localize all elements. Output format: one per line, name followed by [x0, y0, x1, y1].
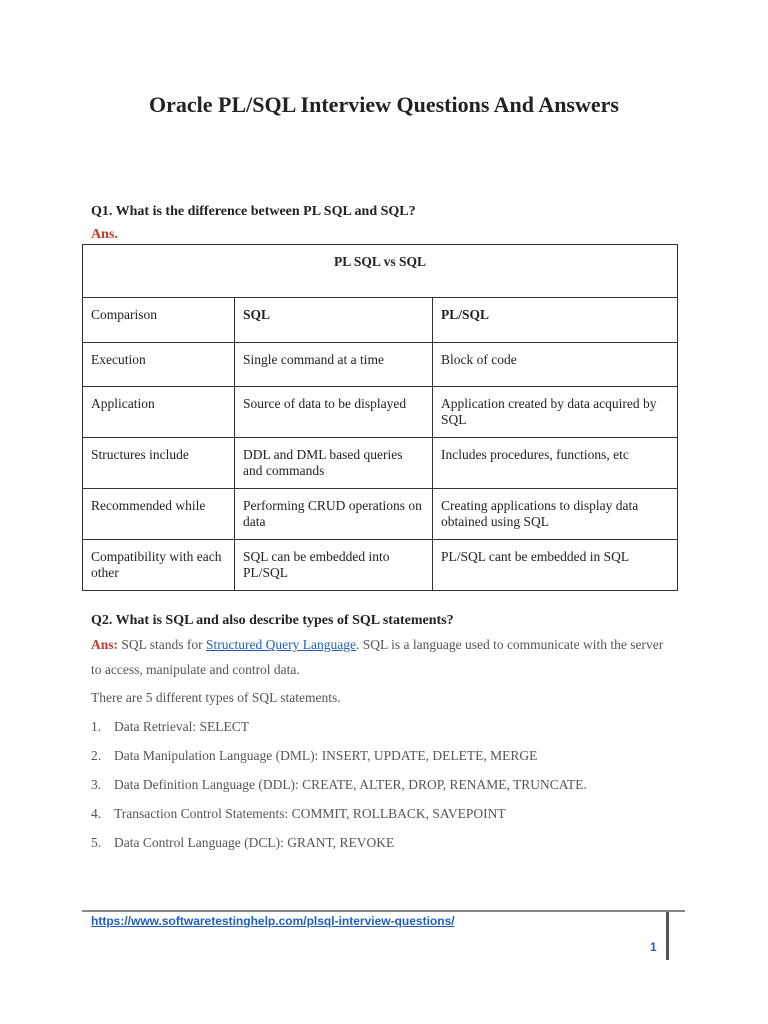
- q2-answer-line-2: to access, manipulate and control data.: [91, 662, 300, 677]
- footer-divider: [82, 910, 685, 912]
- table-row: [83, 540, 678, 591]
- table-cell: Execution: [83, 343, 235, 387]
- table-header-row: [83, 298, 678, 343]
- table-cell: PL/SQL cant be embedded in SQL: [433, 540, 678, 591]
- q2-answer-text: . SQL is a language used to communicate with the server: [355, 637, 664, 652]
- q2-answer-line-1: [91, 634, 663, 656]
- q2-question: Q2. What is SQL and also describe types of SQL statements?: [91, 613, 454, 628]
- list-item: 4. Transaction Control Statements: COMMIT, ROLLBACK, SAVEPOINT: [91, 806, 506, 821]
- list-item: 5. Data Control Language (DCL): GRANT, REVOKE: [91, 835, 395, 850]
- structured-query-language-link[interactable]: Structured Query Language: [206, 637, 356, 652]
- table-cell: Includes procedures, functions, etc: [433, 438, 678, 489]
- sql-statement-types-list: [91, 716, 587, 861]
- list-item: 3. Data Definition Language (DDL): CREATE, ALTER, DROP, RENAME, TRUNCATE.: [91, 777, 587, 792]
- q1-ans-label: Ans.: [91, 227, 118, 242]
- table-cell: SQL can be embedded into PL/SQL: [235, 540, 433, 591]
- page-number: 1: [650, 940, 657, 954]
- table-cell: Structures include: [83, 438, 235, 489]
- table-row: [83, 387, 678, 438]
- table-cell: Block of code: [433, 343, 678, 387]
- table-row: [83, 438, 678, 489]
- q2-ans-label: Ans:: [91, 637, 119, 652]
- table-cell: Source of data to be displayed: [235, 387, 433, 438]
- footer-url-link[interactable]: https://www.softwaretestinghelp.com/plsql-interview-questions/: [91, 914, 455, 928]
- table-cell: Compatibility with each other: [83, 540, 235, 591]
- table-cell: Recommended while: [83, 489, 235, 540]
- table-caption: PL SQL vs SQL: [83, 245, 678, 298]
- table-cell: Application created by data acquired by SQL: [433, 387, 678, 438]
- footer-vertical-bar: [666, 912, 669, 960]
- table-cell: Application: [83, 387, 235, 438]
- table-caption-row: [83, 245, 678, 298]
- table-row: [83, 343, 678, 387]
- table-cell: DDL and DML based queries and commands: [235, 438, 433, 489]
- table-cell: Single command at a time: [235, 343, 433, 387]
- list-item: 2. Data Manipulation Language (DML): INSERT, UPDATE, DELETE, MERGE: [91, 748, 538, 763]
- table-header: Comparison: [83, 298, 235, 343]
- list-item: 1. Data Retrieval: SELECT: [91, 719, 249, 734]
- q2-intro: There are 5 different types of SQL statements.: [91, 690, 341, 705]
- comparison-table: [82, 244, 678, 591]
- page-title: Oracle PL/SQL Interview Questions And Answers: [149, 92, 619, 117]
- table-row: [83, 489, 678, 540]
- q1-question: Q1. What is the difference between PL SQL and SQL?: [91, 204, 416, 219]
- table-cell: Creating applications to display data obtained using SQL: [433, 489, 678, 540]
- table-header: SQL: [235, 298, 433, 343]
- table-cell: Performing CRUD operations on data: [235, 489, 433, 540]
- table-header: PL/SQL: [433, 298, 678, 343]
- q2-answer-text: SQL stands for: [118, 637, 207, 652]
